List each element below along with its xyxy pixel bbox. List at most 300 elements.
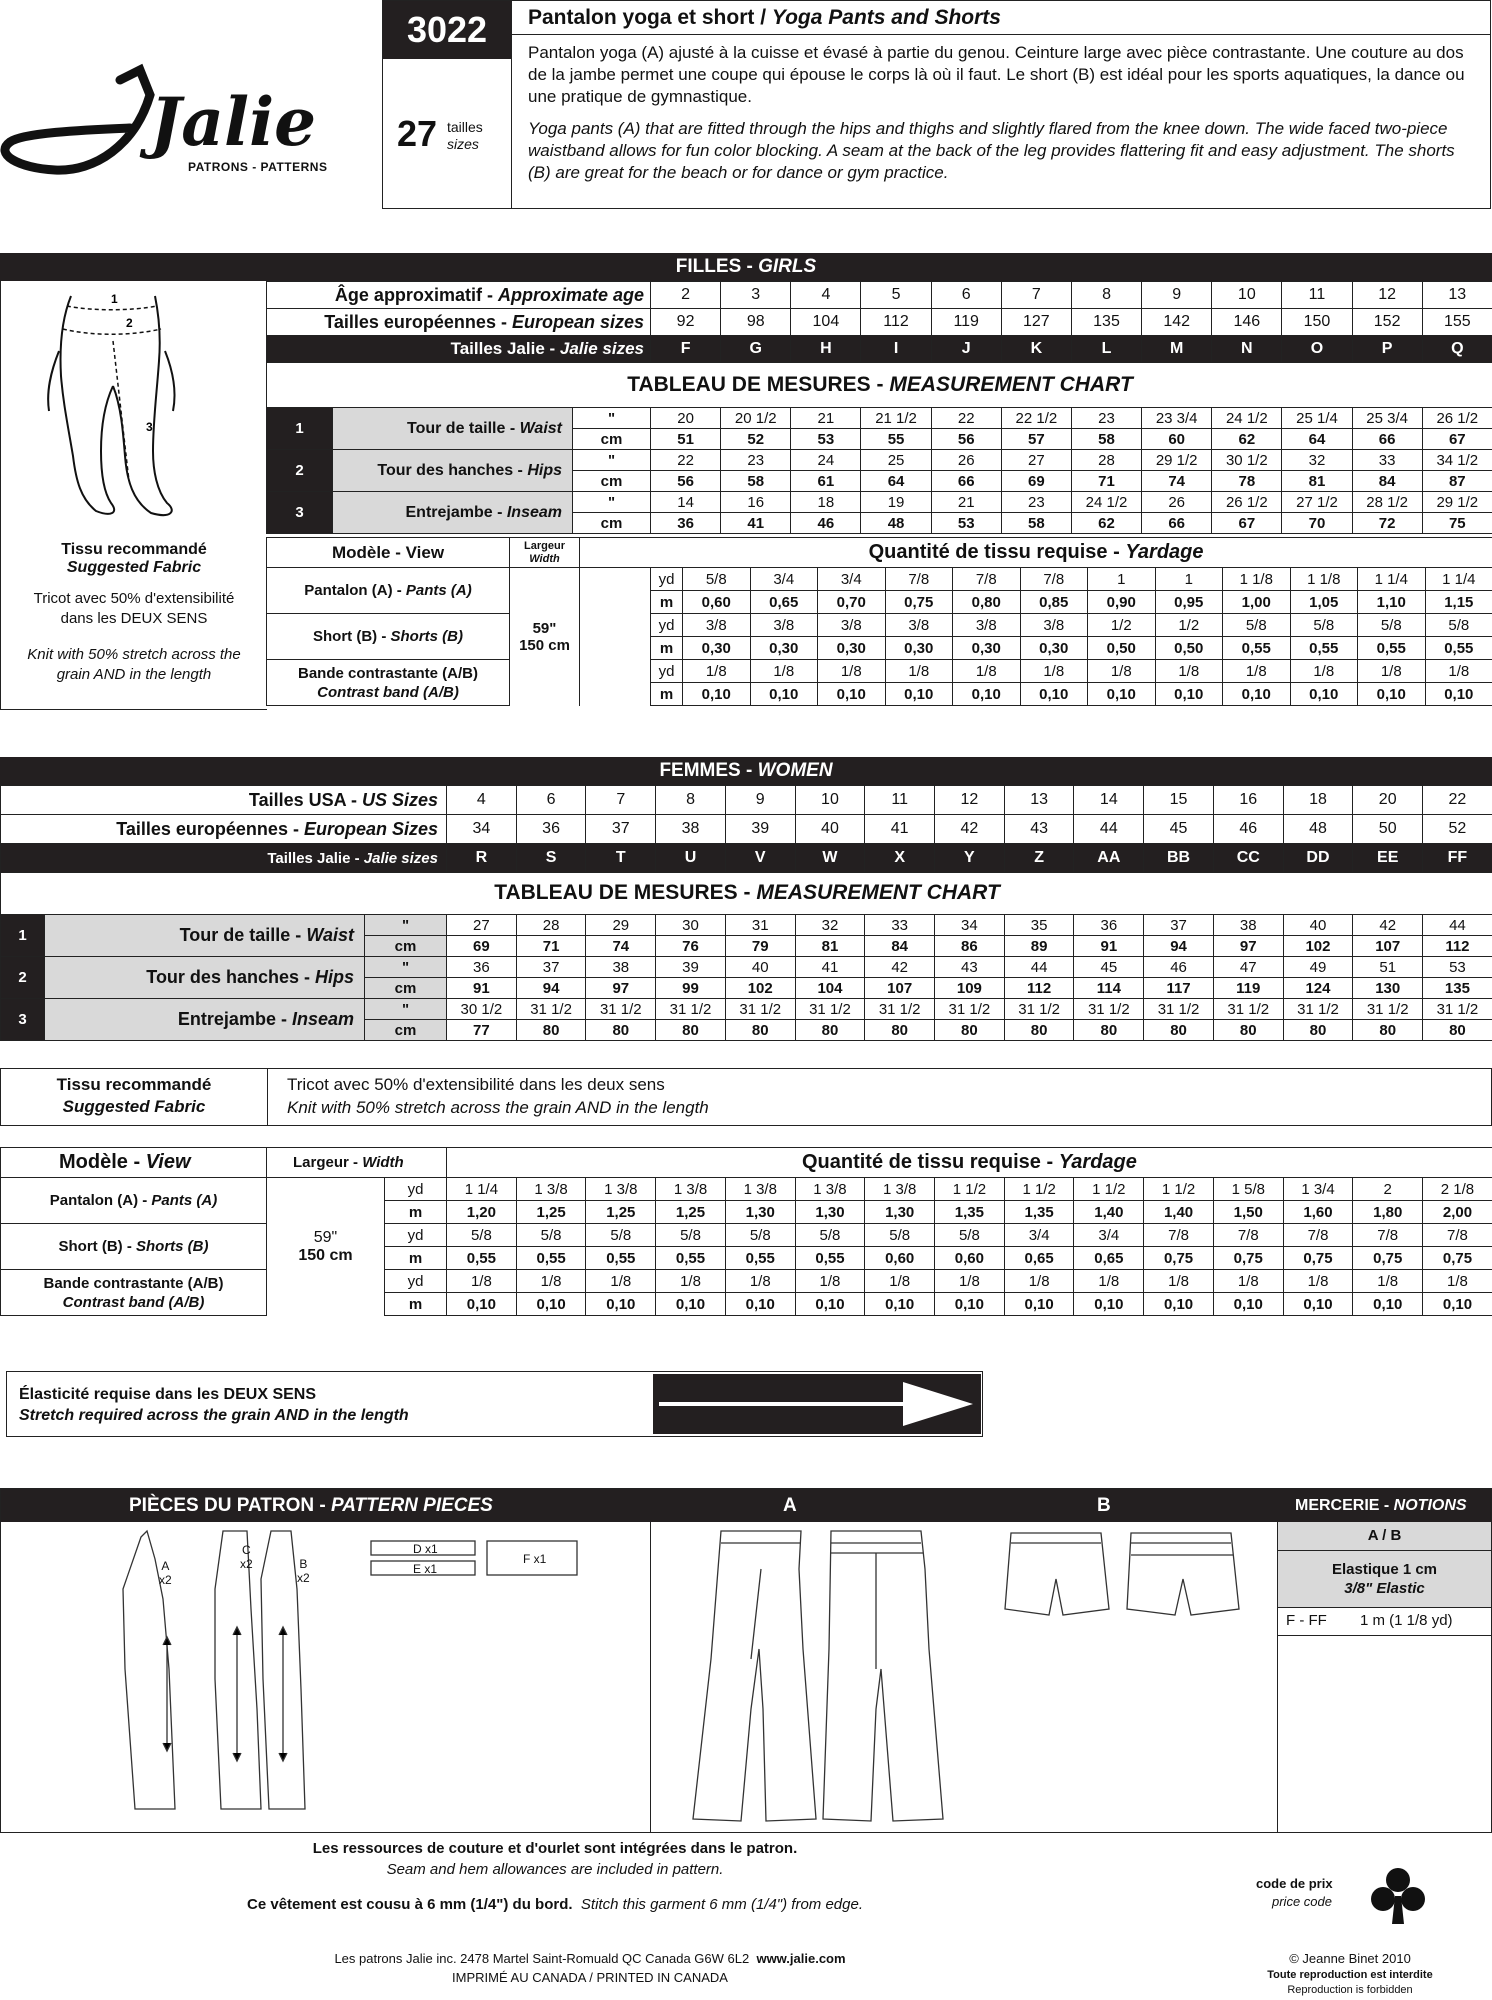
women-us-cell: 15 xyxy=(1144,786,1214,815)
measure-value: 21 1/2 xyxy=(861,408,931,429)
girls-jalie-cell: M xyxy=(1142,336,1212,363)
women-eu-cell: 45 xyxy=(1144,815,1214,844)
yardage-value: 1/8 xyxy=(1088,660,1156,683)
measure-value: 80 xyxy=(1353,1020,1423,1041)
measure-value: 26 xyxy=(931,450,1001,471)
women-fabric-box xyxy=(0,1068,1492,1126)
yardage-value: 1 3/8 xyxy=(516,1178,586,1201)
girls-measure-row xyxy=(267,408,1492,429)
yardage-value: 0,55 xyxy=(795,1247,865,1270)
shorts-illustration xyxy=(1001,1529,1271,1639)
yardage-value: 1/8 xyxy=(1020,660,1088,683)
measure-value: 31 1/2 xyxy=(865,999,935,1020)
girls-jalie-cell: H xyxy=(791,336,861,363)
unit-label: cm xyxy=(365,936,447,957)
measure-value: 28 xyxy=(1071,450,1141,471)
footer-copyright: © Jeanne Binet 2010 xyxy=(1289,1951,1411,1966)
women-eu-row xyxy=(1,815,1492,844)
measure-value: 56 xyxy=(651,471,721,492)
girls-eu-cell: 104 xyxy=(791,309,861,336)
unit-label: " xyxy=(573,492,651,513)
unit-label: cm xyxy=(365,1020,447,1041)
measure-value: 70 xyxy=(1282,513,1352,534)
measure-value: 119 xyxy=(1213,978,1283,999)
measure-value: 21 xyxy=(931,492,1001,513)
measure-value: 25 xyxy=(861,450,931,471)
spacer xyxy=(580,660,651,706)
women-jalie-cell: DD xyxy=(1283,844,1353,873)
women-yardage-table xyxy=(0,1147,1492,1316)
yardage-value: 1,05 xyxy=(1290,591,1358,614)
girls-eu-cell: 155 xyxy=(1422,309,1492,336)
unit-label: m xyxy=(385,1201,447,1224)
yardage-value: 5/8 xyxy=(1290,614,1358,637)
girls-measure-row xyxy=(267,492,1492,513)
yardage-value: 1/8 xyxy=(818,660,886,683)
yardage-value: 1/8 xyxy=(1425,660,1492,683)
women-us-cell: 10 xyxy=(795,786,865,815)
yardage-value: 1,30 xyxy=(795,1201,865,1224)
measure-value: 31 1/2 xyxy=(1353,999,1423,1020)
girls-figure xyxy=(0,281,267,538)
yardage-value: 0,55 xyxy=(1223,637,1291,660)
women-measure-row xyxy=(1,915,1492,936)
pattern-number: 3022 xyxy=(383,1,511,59)
girls-yardage-row xyxy=(267,660,1492,683)
measure-value: 53 xyxy=(1423,957,1492,978)
pattern-pieces-drawing xyxy=(111,1529,591,1829)
yardage-value: 0,30 xyxy=(885,637,953,660)
women-jalie-row xyxy=(1,844,1492,873)
yardage-value: 0,10 xyxy=(1353,1293,1423,1316)
measure-value: 99 xyxy=(656,978,726,999)
measure-value: 26 xyxy=(1142,492,1212,513)
yardage-value: 0,95 xyxy=(1155,591,1223,614)
girls-fabric-box xyxy=(0,537,267,710)
women-eu-cell: 40 xyxy=(795,815,865,844)
measure-value: 14 xyxy=(651,492,721,513)
yardage-value: 1 3/8 xyxy=(725,1178,795,1201)
piece-a-label: A x2 xyxy=(159,1559,172,1587)
measure-value: 38 xyxy=(586,957,656,978)
women-jalie-cell: Y xyxy=(935,844,1005,873)
footer-repro-fr: Toute reproduction est interdite xyxy=(1267,1969,1433,1981)
measure-number: 2 xyxy=(1,957,45,999)
measure-value: 16 xyxy=(721,492,791,513)
spacer: 59" 150 cm xyxy=(510,614,580,660)
yardage-value: 5/8 xyxy=(683,568,751,591)
women-us-cell: 4 xyxy=(447,786,517,815)
yardage-value: 5/8 xyxy=(795,1224,865,1247)
women-jalie-cell: V xyxy=(725,844,795,873)
measure-value: 80 xyxy=(1213,1020,1283,1041)
piece-f-label: F x1 xyxy=(523,1552,547,1566)
girls-yardage-row xyxy=(267,614,1492,637)
yardage-value: 7/8 xyxy=(1213,1224,1283,1247)
piece-b-label: B x2 xyxy=(297,1557,310,1585)
yardage-value: 5/8 xyxy=(1358,614,1426,637)
yardage-value: 3/8 xyxy=(885,614,953,637)
yardage-value: 1,35 xyxy=(1004,1201,1074,1224)
unit-label: cm xyxy=(573,429,651,450)
women-yardage-row xyxy=(1,1270,1492,1293)
measure-value: 79 xyxy=(725,936,795,957)
yardage-value: 0,80 xyxy=(953,591,1021,614)
women-us-cell: 7 xyxy=(586,786,656,815)
women-us-cell: 6 xyxy=(516,786,586,815)
girls-age-cell: 8 xyxy=(1071,282,1141,309)
women-measure-row xyxy=(1,957,1492,978)
yardage-value: 5/8 xyxy=(1223,614,1291,637)
yardage-value: 1/8 xyxy=(795,1270,865,1293)
yardage-value: 0,55 xyxy=(1290,637,1358,660)
yardage-value: 1 1/8 xyxy=(1223,568,1291,591)
yardage-value: 7/8 xyxy=(1353,1224,1423,1247)
measure-value: 117 xyxy=(1144,978,1214,999)
yardage-value: 1/8 xyxy=(656,1270,726,1293)
measure-value: 80 xyxy=(1004,1020,1074,1041)
measure-value: 97 xyxy=(586,978,656,999)
measure-value: 34 1/2 xyxy=(1422,450,1492,471)
measure-value: 30 xyxy=(656,915,726,936)
measure-value: 76 xyxy=(656,936,726,957)
girls-measure-table xyxy=(266,407,1492,534)
measure-value: 66 xyxy=(931,471,1001,492)
yardage-value: 5/8 xyxy=(516,1224,586,1247)
piece-e-label: E x1 xyxy=(413,1562,438,1576)
measure-value: 25 1/4 xyxy=(1282,408,1352,429)
girls-eu-label: Tailles européennes - European sizes xyxy=(267,309,651,336)
measure-value: 109 xyxy=(935,978,1005,999)
girls-measure-label: Tour de taille - Waist xyxy=(333,408,573,450)
measure-value: 81 xyxy=(1282,471,1352,492)
measure-value: 45 xyxy=(1074,957,1144,978)
measure-value: 29 1/2 xyxy=(1142,450,1212,471)
unit-label: " xyxy=(573,408,651,429)
measure-value: 40 xyxy=(725,957,795,978)
women-jalie-cell: T xyxy=(586,844,656,873)
yardage-value: 0,10 xyxy=(818,683,886,706)
measure-value: 24 1/2 xyxy=(1212,408,1282,429)
pieces-section xyxy=(0,1488,1492,1833)
piece-c-label: C x2 xyxy=(240,1543,253,1571)
girls-jalie-cell: G xyxy=(721,336,791,363)
yardage-value: 1 1/4 xyxy=(1425,568,1492,591)
girls-age-cell: 4 xyxy=(791,282,861,309)
elastic-qty: 1 m (1 1/8 yd) xyxy=(1360,1612,1453,1629)
yardage-value: 1,40 xyxy=(1074,1201,1144,1224)
measure-value: 80 xyxy=(1283,1020,1353,1041)
measure-value: 58 xyxy=(721,471,791,492)
yardage-value: 3/8 xyxy=(818,614,886,637)
yardage-value: 0,75 xyxy=(1144,1247,1214,1270)
measure-value: 20 1/2 xyxy=(721,408,791,429)
yardage-value: 3/4 xyxy=(1004,1224,1074,1247)
measure-value: 62 xyxy=(1071,513,1141,534)
measure-value: 31 xyxy=(725,915,795,936)
measure-value: 47 xyxy=(1213,957,1283,978)
measure-value: 80 xyxy=(1423,1020,1492,1041)
women-yardage-label: Pantalon (A) - Pants (A) xyxy=(1,1178,267,1224)
yardage-value: 1 5/8 xyxy=(1213,1178,1283,1201)
yardage-value: 5/8 xyxy=(725,1224,795,1247)
yardage-value: 0,50 xyxy=(1088,637,1156,660)
measure-value: 31 1/2 xyxy=(516,999,586,1020)
women-us-cell: 8 xyxy=(656,786,726,815)
yardage-value: 0,50 xyxy=(1155,637,1223,660)
measure-value: 24 xyxy=(791,450,861,471)
yardage-value: 0,55 xyxy=(725,1247,795,1270)
yardage-value: 1 1/4 xyxy=(447,1178,517,1201)
unit-label: " xyxy=(365,915,447,936)
yardage-value: 3/8 xyxy=(953,614,1021,637)
girls-yardage-header xyxy=(267,538,1492,568)
svg-text:3: 3 xyxy=(146,420,153,434)
yardage-value: 1/8 xyxy=(953,660,1021,683)
girls-eu-cell: 135 xyxy=(1071,309,1141,336)
stretch-en: Stretch required across the grain AND in the length xyxy=(19,1407,409,1424)
girls-measure-row xyxy=(267,450,1492,471)
women-measure-label: Entrejambe - Inseam xyxy=(45,999,365,1041)
women-eu-cell: 36 xyxy=(516,815,586,844)
spacer xyxy=(580,614,651,660)
yardage-value: 1/2 xyxy=(1155,614,1223,637)
women-us-cell: 12 xyxy=(935,786,1005,815)
yardage-value: 1 1/2 xyxy=(1144,1178,1214,1201)
notions-head: A / B xyxy=(1278,1522,1491,1551)
girls-age-cell: 11 xyxy=(1282,282,1352,309)
women-us-cell: 14 xyxy=(1074,786,1144,815)
yardage-value: 3/8 xyxy=(683,614,751,637)
unit-label: yd xyxy=(651,660,683,683)
pattern-number-box xyxy=(382,0,512,209)
unit-label: " xyxy=(365,999,447,1020)
measure-value: 39 xyxy=(656,957,726,978)
sizes-label-fr: tailles xyxy=(447,119,483,135)
pants-illustration xyxy=(681,1529,981,1829)
women-us-cell: 20 xyxy=(1353,786,1423,815)
measure-value: 23 xyxy=(721,450,791,471)
measure-value: 31 1/2 xyxy=(1144,999,1214,1020)
description-fr: Pantalon yoga (A) ajusté à la cuisse et évasé à partie du genou. Ceinture large avec pièce contrastante. Une couture au dos de la jambe permet une coupe qui épouse le corps là où il faut. Le short (B) est idéal pour les sports aquatiques, la dance ou une pratique de gymnastique. xyxy=(528,43,1465,106)
women-eu-cell: 50 xyxy=(1353,815,1423,844)
yardage-value: 1/8 xyxy=(1004,1270,1074,1293)
footer-repro-en: Reproduction is forbidden xyxy=(1287,1984,1413,1996)
yardage-value: 1/8 xyxy=(725,1270,795,1293)
measure-value: 24 1/2 xyxy=(1071,492,1141,513)
girls-yardage-table xyxy=(266,537,1492,706)
yardage-value: 0,10 xyxy=(1290,683,1358,706)
yardage-value: 1 3/8 xyxy=(795,1178,865,1201)
yardage-value: 5/8 xyxy=(447,1224,517,1247)
yardage-value: 2 1/8 xyxy=(1423,1178,1492,1201)
elastic-en: 3/8" Elastic xyxy=(1344,1580,1425,1597)
yardage-value: 1,15 xyxy=(1425,591,1492,614)
yardage-value: 3/4 xyxy=(1074,1224,1144,1247)
measure-value: 41 xyxy=(721,513,791,534)
girls-eu-cell: 146 xyxy=(1212,309,1282,336)
measure-value: 40 xyxy=(1283,915,1353,936)
yardage-value: 1/8 xyxy=(1353,1270,1423,1293)
footer-seam-fr: Les ressources de couture et d'ourlet sont intégrées dans le patron. xyxy=(312,1840,798,1857)
measure-value: 32 xyxy=(795,915,865,936)
yardage-value: 0,10 xyxy=(1283,1293,1353,1316)
yardage-value: 0,10 xyxy=(447,1293,517,1316)
measure-value: 44 xyxy=(1004,957,1074,978)
women-jalie-cell: BB xyxy=(1144,844,1214,873)
yardage-value: 1,25 xyxy=(656,1201,726,1224)
yardage-value: 1/8 xyxy=(1290,660,1358,683)
spacer xyxy=(510,568,580,614)
measure-value: 31 1/2 xyxy=(1423,999,1492,1020)
girls-age-cell: 10 xyxy=(1212,282,1282,309)
yardage-value: 1,10 xyxy=(1358,591,1426,614)
women-width-cell: 59" 150 cm xyxy=(267,1224,385,1270)
measure-value: 36 xyxy=(651,513,721,534)
measure-value: 80 xyxy=(1144,1020,1214,1041)
measure-value: 112 xyxy=(1423,936,1492,957)
measure-number: 2 xyxy=(267,450,333,492)
measure-value: 31 1/2 xyxy=(1213,999,1283,1020)
yardage-value: 1 1/2 xyxy=(935,1178,1005,1201)
spacer xyxy=(510,660,580,706)
women-eu-cell: 43 xyxy=(1004,815,1074,844)
spacer xyxy=(580,568,651,614)
girls-width-label: Largeur Width xyxy=(510,538,580,568)
unit-label: cm xyxy=(365,978,447,999)
yardage-value: 1,60 xyxy=(1283,1201,1353,1224)
measure-value: 57 xyxy=(1001,429,1071,450)
unit-label: yd xyxy=(385,1178,447,1201)
women-fabric-title-fr: Tissu recommandé xyxy=(56,1075,212,1094)
yardage-value: 0,55 xyxy=(516,1247,586,1270)
measure-value: 67 xyxy=(1212,513,1282,534)
women-bar: FEMMES - WOMEN xyxy=(0,757,1492,785)
yardage-value: 0,10 xyxy=(865,1293,935,1316)
women-us-cell: 9 xyxy=(725,786,795,815)
yardage-value: 1/8 xyxy=(885,660,953,683)
unit-label: m xyxy=(651,591,683,614)
pattern-title: Pantalon yoga et short / Yoga Pants and Shorts xyxy=(510,1,1490,35)
yardage-value: 0,30 xyxy=(818,637,886,660)
yardage-value: 2 xyxy=(1353,1178,1423,1201)
measure-value: 58 xyxy=(1001,513,1071,534)
yardage-value: 5/8 xyxy=(865,1224,935,1247)
girls-yardage-row xyxy=(267,568,1492,591)
measure-value: 107 xyxy=(865,978,935,999)
unit-label: cm xyxy=(573,471,651,492)
measure-value: 27 xyxy=(447,915,517,936)
footer-seam-en: Seam and hem allowances are included in pattern. xyxy=(386,1861,724,1878)
yardage-value: 0,85 xyxy=(1020,591,1088,614)
yardage-value: 0,10 xyxy=(516,1293,586,1316)
yardage-value: 0,30 xyxy=(683,637,751,660)
measure-value: 69 xyxy=(1001,471,1071,492)
girls-measure-label: Tour des hanches - Hips xyxy=(333,450,573,492)
measure-value: 91 xyxy=(1074,936,1144,957)
measure-value: 36 xyxy=(447,957,517,978)
yardage-value: 1/8 xyxy=(683,660,751,683)
yardage-value: 7/8 xyxy=(1020,568,1088,591)
yardage-value: 1/8 xyxy=(865,1270,935,1293)
girls-bar: FILLES - GIRLS xyxy=(0,253,1492,281)
yardage-value: 0,10 xyxy=(1144,1293,1214,1316)
yardage-value: 0,30 xyxy=(953,637,1021,660)
yardage-value: 5/8 xyxy=(1425,614,1492,637)
women-fabric-en: Knit with 50% stretch across the grain AND in the length xyxy=(287,1098,709,1117)
yardage-value: 0,55 xyxy=(656,1247,726,1270)
women-fabric-title-en: Suggested Fabric xyxy=(62,1097,206,1116)
measure-value: 41 xyxy=(795,957,865,978)
yardage-value: 1/8 xyxy=(1213,1270,1283,1293)
unit-label: " xyxy=(365,957,447,978)
measure-value: 66 xyxy=(1352,429,1422,450)
girls-fabric-title-en: Suggested Fabric xyxy=(66,559,202,576)
women-view-label: Modèle - View xyxy=(1,1148,267,1178)
measure-value: 42 xyxy=(865,957,935,978)
women-yardage-title: Quantité de tissu requise - Yardage xyxy=(447,1148,1492,1178)
measure-value: 94 xyxy=(516,978,586,999)
measure-value: 22 1/2 xyxy=(1001,408,1071,429)
measure-value: 80 xyxy=(516,1020,586,1041)
price-code-en: price code xyxy=(1272,1894,1332,1909)
measure-value: 38 xyxy=(1213,915,1283,936)
yardage-value: 1,25 xyxy=(586,1201,656,1224)
measure-value: 72 xyxy=(1352,513,1422,534)
girls-yardage-label: Bande contrastante (A/B) Contrast band (A/B) xyxy=(267,660,510,706)
measure-value: 89 xyxy=(1004,936,1074,957)
measure-value: 30 1/2 xyxy=(1212,450,1282,471)
measure-number: 1 xyxy=(1,915,45,957)
measure-value: 49 xyxy=(1283,957,1353,978)
yardage-value: 0,55 xyxy=(1425,637,1492,660)
women-yardage-row xyxy=(1,1178,1492,1201)
yardage-value: 3/4 xyxy=(750,568,818,591)
measure-value: 135 xyxy=(1423,978,1492,999)
women-yardage-row xyxy=(1,1224,1492,1247)
yardage-value: 7/8 xyxy=(1423,1224,1492,1247)
measure-value: 80 xyxy=(865,1020,935,1041)
unit-label: m xyxy=(651,637,683,660)
women-jalie-cell: S xyxy=(516,844,586,873)
women-eu-cell: 41 xyxy=(865,815,935,844)
girls-age-cell: 12 xyxy=(1352,282,1422,309)
yardage-value: 0,30 xyxy=(1020,637,1088,660)
measure-value: 69 xyxy=(447,936,517,957)
measure-value: 97 xyxy=(1213,936,1283,957)
unit-label: yd xyxy=(651,568,683,591)
yardage-value: 0,10 xyxy=(1088,683,1156,706)
yardage-value: 1,35 xyxy=(935,1201,1005,1224)
girls-age-cell: 3 xyxy=(721,282,791,309)
girls-view-label: Modèle - View xyxy=(267,538,510,568)
measure-value: 80 xyxy=(795,1020,865,1041)
yardage-value: 0,75 xyxy=(885,591,953,614)
measure-value: 66 xyxy=(1142,513,1212,534)
yardage-value: 1 1/4 xyxy=(1358,568,1426,591)
measure-value: 31 1/2 xyxy=(1283,999,1353,1020)
girls-eu-cell: 98 xyxy=(721,309,791,336)
measure-value: 60 xyxy=(1142,429,1212,450)
measure-value: 43 xyxy=(935,957,1005,978)
measure-value: 74 xyxy=(1142,471,1212,492)
measure-value: 18 xyxy=(791,492,861,513)
svg-text:Jalie: Jalie xyxy=(150,83,317,161)
women-us-cell: 16 xyxy=(1213,786,1283,815)
yardage-value: 7/8 xyxy=(953,568,1021,591)
yardage-value: 0,10 xyxy=(795,1293,865,1316)
unit-label: m xyxy=(385,1247,447,1270)
